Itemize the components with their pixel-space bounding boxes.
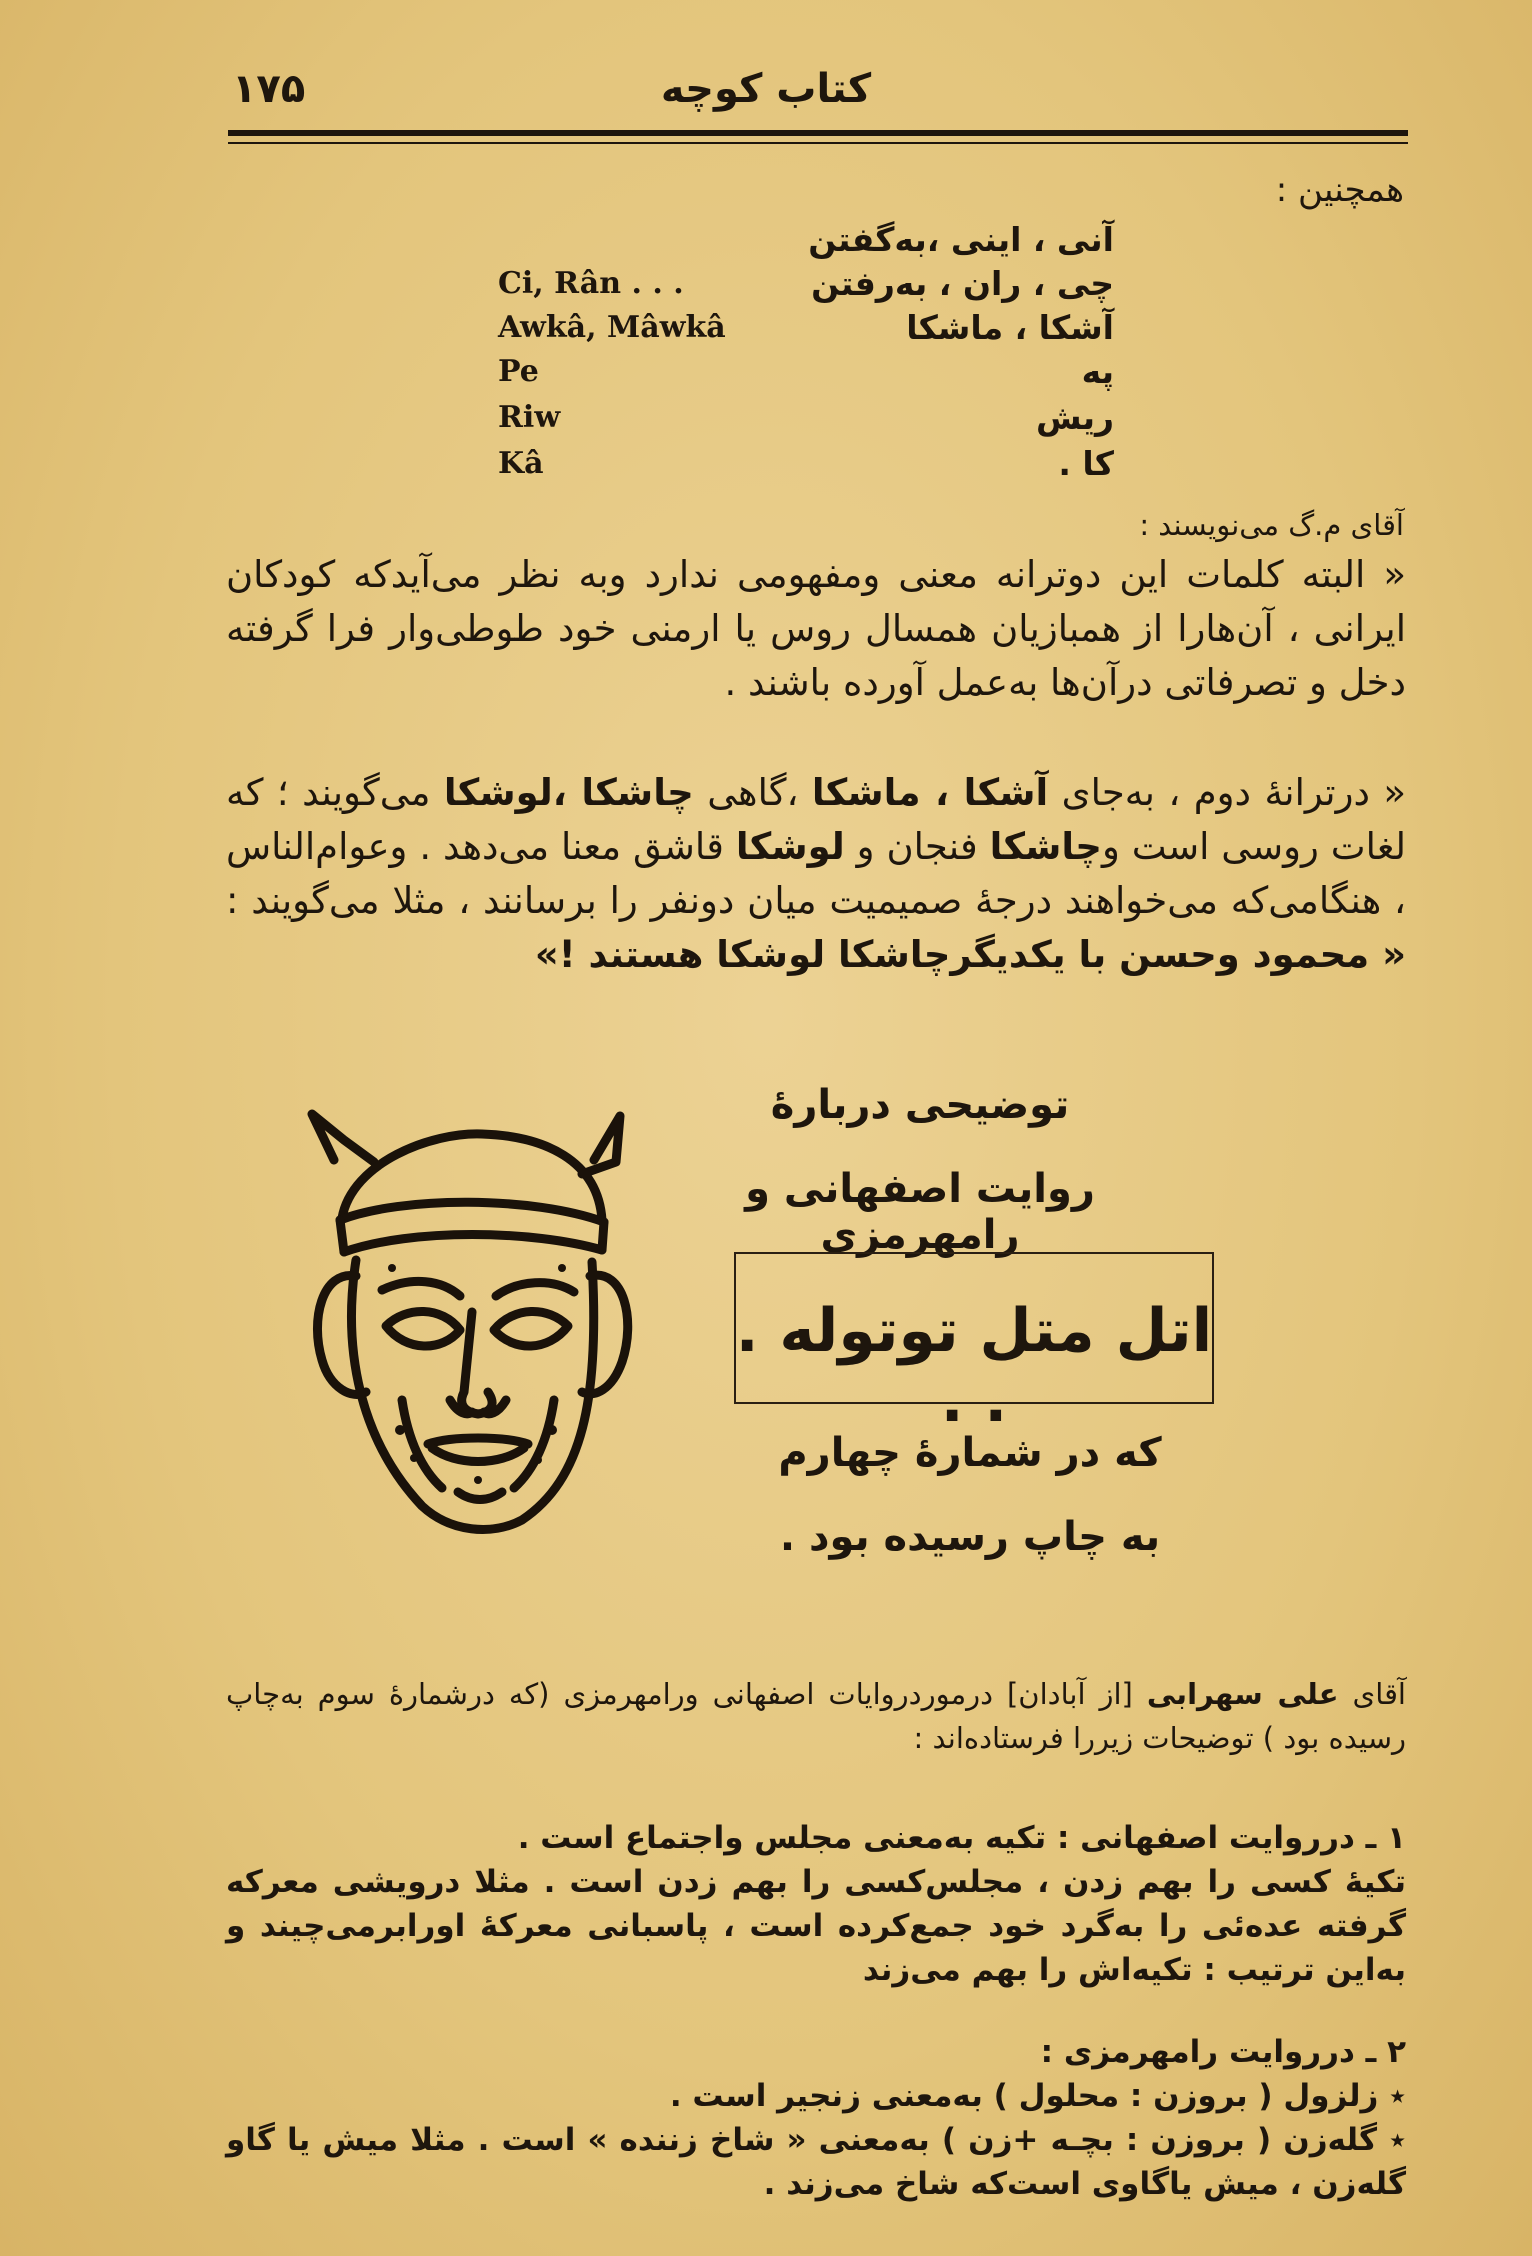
pair-latin: Riw <box>498 400 561 435</box>
paragraph-2 <box>226 766 1406 982</box>
para2-text: قاشق معنا می‌دهد . وعوام‌الناس ، هنگامی‌که می‌خواهند درجهٔ صمیمیت میان دونفر را برسانند ، مثلا می‌گویند : <box>226 825 1406 922</box>
letter-author-name: علی سهرابی <box>1146 1677 1339 1711</box>
para2-text: فنجان و <box>856 825 978 868</box>
page-number: ۱۷۵ <box>232 66 306 112</box>
para2-bold-term: لوشکا <box>735 825 845 868</box>
item-2-line: ٭ زلزول ( بروزن : محلول ) به‌معنی زنجیر است . <box>669 2078 1406 2114</box>
notice-title: توضیحی دربارهٔ <box>770 1082 1070 1128</box>
pair-fa: آشکا ، ماشکا <box>906 308 1114 347</box>
pair-latin: Awkâ, Mâwkâ <box>498 310 726 345</box>
header-rule-thick <box>228 130 1408 136</box>
pair-latin: Ci, Rân . . . <box>498 266 684 301</box>
letter-intro-text: آقای <box>1352 1677 1406 1711</box>
para2-text: می‌گویند ؛ که لغات روسی است و <box>226 771 1407 868</box>
para2-bold-term: چاشکا <box>989 825 1102 868</box>
wordlist-intro: همچنین : <box>1275 170 1404 210</box>
para2-bold-term: آشکا ، ماشکا <box>811 771 1049 814</box>
para2-bold-term: چاشکا ،لوشکا <box>443 771 694 814</box>
pair-fa: ریش <box>1035 398 1114 437</box>
mask-illustration <box>282 1100 650 1554</box>
author-line: آقای م.گ‌ می‌نویسند : <box>1139 508 1404 542</box>
notice-subtitle: به چاپ رسیده بود . <box>779 1514 1161 1560</box>
notice-subtitle: که در شمارهٔ چهارم <box>778 1430 1162 1476</box>
pair-latin: Pe <box>498 354 539 389</box>
book-title: کتاب کوچه <box>660 66 872 112</box>
para2-text: « درترانهٔ دوم ، به‌جای <box>1061 771 1407 814</box>
letter-intro <box>226 1672 1406 1760</box>
pair-latin: Kâ <box>498 446 544 481</box>
pair-fa: آنی ، اینی ،به‌گفتن <box>808 220 1114 259</box>
para2-text: ،گاهی <box>707 771 799 814</box>
notice-title: روایت اصفهانی و رامهرمزی <box>745 1166 1095 1258</box>
header-rule-thin <box>228 142 1408 144</box>
item-2-line: ٭ گله‌زن ( بروزن : بچـه +زن ) به‌معنی « شاخ زننده » است . مثلا میش یا گاو گله‌زن ، میش یاگاوی است‌که شاخ می‌زند . <box>226 2122 1406 2202</box>
item-1-body: تکیهٔ کسی را بهم زدن ، مجلس‌کسی را بهم زدن است . مثلا درویشی معرکه گرفته عده‌ئی را به‌گرد خود جمع‌کرده است ، پاسبانی معرکهٔ اورابرمی‌چیند و به‌این ترتیب : تکیه‌اش را بهم می‌زند <box>226 1864 1406 1988</box>
notice-box-title: اتل متل توتوله . . . <box>735 1296 1213 1436</box>
para2-quote: « محمود وحسن با یکدیگرچاشکا لوشکا هستند !» <box>534 933 1406 976</box>
item-2-heading: ۲ ـ درروایت رامهرمزی : <box>1040 2034 1406 2070</box>
paragraph-1: « البته کلمات این دوترانه معنی ومفهومی ندارد وبه نظر می‌آیدکه کودکان ایرانی ، آن‌هارا از همبازیان همسال روس یا ارمنی خود طوطی‌وار فرا گرفته دخل و تصرفاتی درآن‌ها به‌عمل آورده باشند . <box>226 553 1406 704</box>
pair-fa: چی ، ران ، به‌رفتن <box>811 264 1114 303</box>
item-1-heading: ۱ ـ درروایت اصفهانی : تکیه به‌معنی مجلس واجتماع است . <box>517 1820 1406 1856</box>
letter-intro-text: [از آبادان] درموردروایات اصفهانی ورامهرمزی (که درشمارهٔ سوم به‌چاپ رسیده بود ) توضیحات زیررا فرستاده‌اند : <box>226 1677 1406 1755</box>
pair-fa: کا . <box>1058 444 1114 483</box>
pair-fa: په <box>1081 352 1114 391</box>
